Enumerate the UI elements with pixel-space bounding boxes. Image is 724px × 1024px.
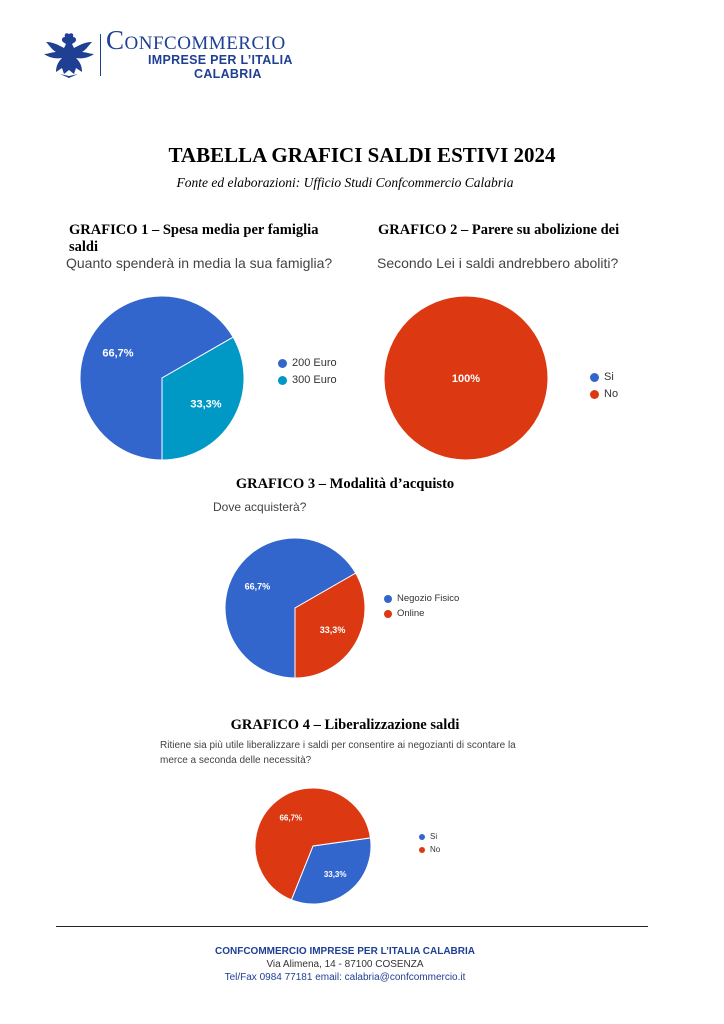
footer-address: Via Alimena, 14 - 87100 COSENZA [266, 959, 424, 970]
chart2-legend-item [590, 371, 614, 383]
chart4-question: Ritiene sia più utile liberalizzare i saldi per consentire ai negozianti di scontare la merce a seconda delle necessità? [160, 740, 516, 766]
org-region: CALABRIA [194, 67, 262, 81]
legend-dot-icon [590, 390, 599, 399]
legend-label: Online [397, 608, 425, 619]
chart2-question: Secondo Lei i saldi andrebbero aboliti? [377, 255, 619, 271]
legend-label: Negozio Fisico [397, 593, 460, 604]
chart4-legend-item [419, 845, 440, 854]
pie-data-label: 66,7% [102, 347, 134, 360]
chart2-legend-item [590, 388, 618, 400]
chart4-pie [248, 781, 378, 911]
legend-dot-icon [278, 359, 287, 368]
legend-dot-icon [419, 847, 425, 853]
legend-label: Si [604, 371, 614, 383]
legend-dot-icon [384, 595, 392, 603]
chart1-legend-item [278, 357, 337, 369]
chart1-title: GRAFICO 1 – Spesa media per famiglia saldi [69, 222, 319, 255]
legend-label: No [604, 388, 619, 400]
footer-org: CONFCOMMERCIO IMPRESE PER L’ITALIA CALABRIA [215, 946, 475, 957]
legend-label: Si [430, 832, 438, 841]
chart3-title: GRAFICO 3 – Modalità d’acquisto [235, 476, 455, 492]
legend-label: 300 Euro [292, 374, 337, 386]
org-subtitle: IMPRESE PER L’ITALIA [148, 53, 293, 67]
source-note: Fonte ed elaborazioni: Ufficio Studi Confcommercio Calabria [176, 175, 514, 190]
eagle-logo-icon [42, 28, 96, 80]
chart3-question: Dove acquisterà? [213, 500, 307, 514]
legend-dot-icon [590, 373, 599, 382]
legend-label: No [430, 845, 441, 854]
pie-data-label: 33,3% [319, 624, 346, 635]
pie-data-label: 33,3% [323, 870, 347, 880]
chart3-legend-item [384, 593, 459, 604]
pie-data-label: 66,7% [279, 813, 303, 823]
pie-data-label: 66,7% [244, 581, 271, 592]
chart2-title: GRAFICO 2 – Parere su abolizione dei [378, 222, 620, 238]
pie-data-label: 33,3% [190, 398, 222, 411]
chart2-pie [375, 288, 565, 468]
chart4-title: GRAFICO 4 – Liberalizzazione saldi [230, 717, 460, 733]
chart1-question: Quanto spenderà in media la sua famiglia? [66, 255, 333, 271]
logo-divider [100, 34, 101, 76]
footer-contacts: Tel/Fax 0984 77181 email: calabria@confcommercio.it [224, 972, 466, 983]
legend-dot-icon [384, 610, 392, 618]
org-name: Confcommercio [106, 25, 286, 55]
page-title: TABELLA GRAFICI SALDI ESTIVI 2024 [168, 143, 556, 167]
legend-dot-icon [278, 376, 287, 385]
pie-data-label: 100% [451, 372, 481, 385]
legend-label: 200 Euro [292, 357, 337, 369]
chart3-pie [215, 528, 375, 688]
chart4-legend-item [419, 832, 437, 841]
chart1-legend-item [278, 374, 337, 386]
chart3-legend-item [384, 608, 424, 619]
legend-dot-icon [419, 834, 425, 840]
footer-divider [56, 926, 648, 927]
chart1-pie [70, 288, 260, 468]
